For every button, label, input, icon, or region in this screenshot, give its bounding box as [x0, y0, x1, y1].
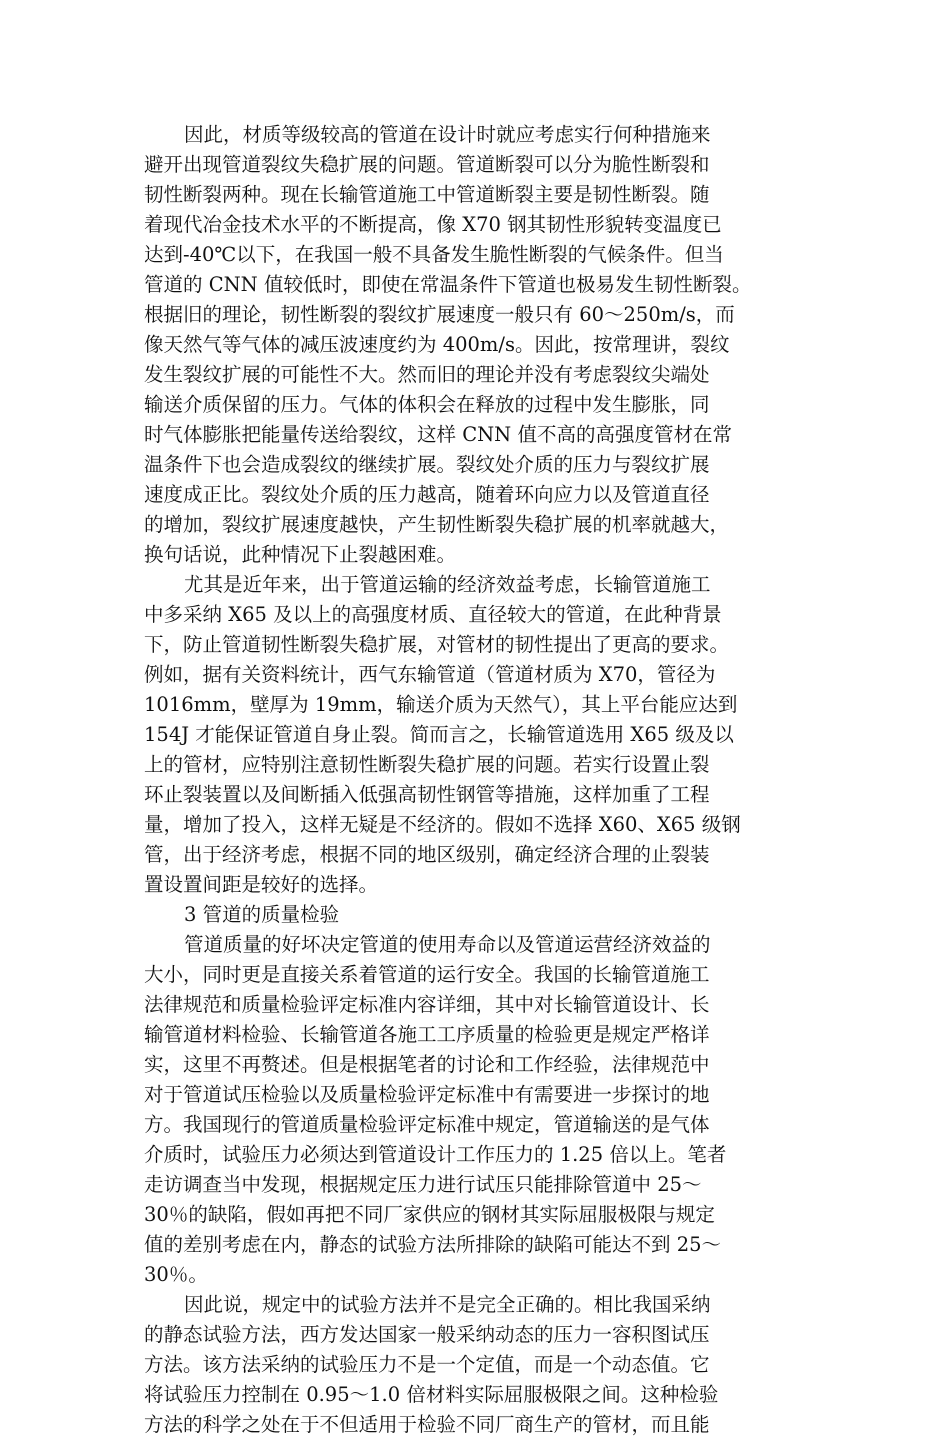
text-line: 速度成正比。裂纹处介质的压力越高，随着环向应力以及管道直径: [144, 483, 710, 506]
text-line: 输管道材料检验、长输管道各施工工序质量的检验更是规定严格详: [144, 1023, 710, 1046]
text-line: 30％。: [144, 1263, 208, 1286]
text-line: 的静态试验方法，西方发达国家一般采纳动态的压力一容积图试压: [144, 1323, 710, 1346]
text-line: 方法的科学之处在于不但适用于检验不同厂商生产的管材，而且能: [144, 1413, 710, 1436]
text-line: 环止裂装置以及间断插入低强高韧性钢管等措施，这样加重了工程: [144, 783, 710, 806]
text-line: 换句话说，此种情况下止裂越困难。: [144, 543, 457, 566]
text-line: 因此，材质等级较高的管道在设计时就应考虑实行何种措施来: [184, 123, 711, 146]
paragraph-3: [144, 930, 824, 1290]
text-line: 输送介质保留的压力。气体的体积会在释放的过程中发生膨胀，同: [144, 393, 710, 416]
text-line: 着现代冶金技术水平的不断提高，像 X70 钢其韧性形貌转变温度已: [144, 213, 722, 236]
text-line: 中多采纳 X65 及以上的高强度材质、直径较大的管道，在此种背景: [144, 603, 722, 626]
paragraph-1: [144, 120, 824, 570]
text-line: 值的差别考虑在内，静态的试验方法所排除的缺陷可能达不到 25～: [144, 1233, 722, 1256]
text-line: 走访调查当中发现，根据规定压力进行试压只能排除管道中 25～: [144, 1173, 702, 1196]
text-line: 实，这里不再赘述。但是根据笔者的讨论和工作经验，法律规范中: [144, 1053, 710, 1076]
text-line: 管，出于经济考虑，根据不同的地区级别，确定经济合理的止裂装: [144, 843, 710, 866]
text-line: 上的管材，应特别注意韧性断裂失稳扩展的问题。若实行设置止裂: [144, 753, 710, 776]
text-line: 大小，同时更是直接关系着管道的运行安全。我国的长输管道施工: [144, 963, 710, 986]
text-line: 根据旧的理论，韧性断裂的裂纹扩展速度一般只有 60～250m/s，而: [144, 303, 735, 326]
text-line: 方法。该方法采纳的试验压力不是一个定值，而是一个动态值。它: [144, 1353, 710, 1376]
text-line: 的增加，裂纹扩展速度越快，产生韧性断裂失稳扩展的机率就越大，: [144, 513, 730, 536]
text-line: 管道质量的好坏决定管道的使用寿命以及管道运营经济效益的: [184, 933, 711, 956]
text-line: 温条件下也会造成裂纹的继续扩展。裂纹处介质的压力与裂纹扩展: [144, 453, 710, 476]
text-line: 置设置间距是较好的选择。: [144, 873, 379, 896]
text-line: 方。我国现行的管道质量检验评定标准中规定，管道输送的是气体: [144, 1113, 710, 1136]
text-line: 韧性断裂两种。现在长输管道施工中管道断裂主要是韧性断裂。随: [144, 183, 710, 206]
text-line: 1016mm，壁厚为 19mm，输送介质为天然气），其上平台能应达到: [144, 693, 738, 716]
text-line: 将试验压力控制在 0.95～1.0 倍材料实际屈服极限之间。这种检验: [144, 1383, 719, 1406]
text-line: 发生裂纹扩展的可能性不大。然而旧的理论并没有考虑裂纹尖端处: [144, 363, 710, 386]
text-line: 30％的缺陷，假如再把不同厂家供应的钢材其实际屈服极限与规定: [144, 1203, 715, 1226]
text-line: 对于管道试压检验以及质量检验评定标准中有需要进一步探讨的地: [144, 1083, 710, 1106]
text-line: 达到-40℃以下，在我国一般不具备发生脆性断裂的气候条件。但当: [144, 243, 724, 266]
text-line: 下，防止管道韧性断裂失稳扩展，对管材的韧性提出了更高的要求。: [144, 633, 730, 656]
text-line: 像天然气等气体的减压波速度约为 400m/s。因此，按常理讲，裂纹: [144, 333, 730, 356]
section-heading: 3 管道的质量检验: [184, 903, 340, 926]
text-line: 避开出现管道裂纹失稳扩展的问题。管道断裂可以分为脆性断裂和: [144, 153, 710, 176]
text-line: 因此说，规定中的试验方法并不是完全正确的。相比我国采纳: [184, 1293, 711, 1316]
paragraph-2: [144, 570, 824, 900]
text-line: 时气体膨胀把能量传送给裂纹，这样 CNN 值不高的高强度管材在常: [144, 423, 732, 446]
text-line: 法律规范和质量检验评定标准内容详细，其中对长输管道设计、长: [144, 993, 710, 1016]
paragraph-4: [144, 1290, 824, 1440]
text-line: 154J 才能保证管道自身止裂。简而言之，长输管道选用 X65 级及以: [144, 723, 734, 746]
text-line: 管道的 CNN 值较低时，即使在常温条件下管道也极易发生韧性断裂。: [144, 273, 752, 296]
document-body: [144, 120, 824, 1440]
text-line: 例如，据有关资料统计，西气东输管道（管道材质为 X70，管径为: [144, 663, 716, 686]
text-line: 量，增加了投入，这样无疑是不经济的。假如不选择 X60、X65 级钢: [144, 813, 741, 836]
text-line: 尤其是近年来，出于管道运输的经济效益考虑，长输管道施工: [184, 573, 711, 596]
text-line: 介质时，试验压力必须达到管道设计工作压力的 1.25 倍以上。笔者: [144, 1143, 727, 1166]
